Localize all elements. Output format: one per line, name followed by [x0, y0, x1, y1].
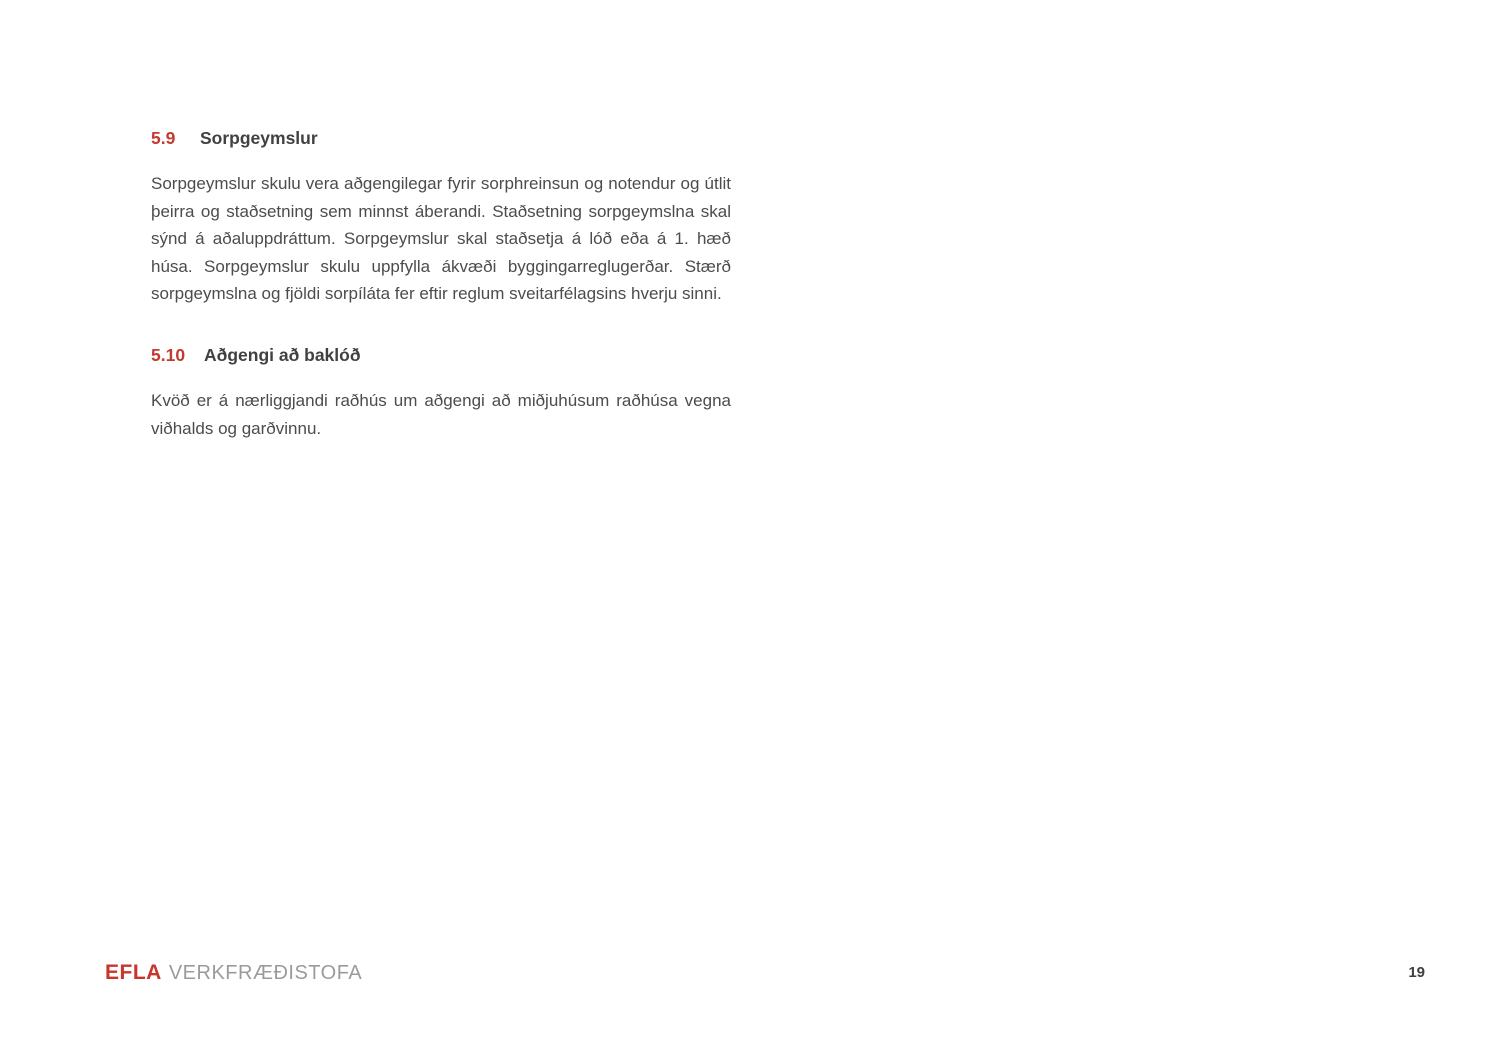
- efla-logo: [105, 961, 362, 985]
- section-heading-5-10: [151, 345, 731, 366]
- logo-secondary-text: VERKFRÆÐISTOFA: [168, 962, 363, 984]
- section-spacer: [151, 308, 731, 345]
- page-content: [151, 128, 731, 442]
- section-number: 5.9: [151, 128, 176, 148]
- section-paragraph: Sorpgeymslur skulu vera aðgengilegar fyrir sorphreinsun og notendur og útlit þeirra og staðsetning sem minnst áberandi. Staðsetning sorpgeymslna skal sýnd á aðaluppdráttum. Sorpgeymslur skal staðsetja á lóð eða á 1. hæð húsa. Sorpgeymslur skulu uppfylla ákvæði byggingarreglugerðar. Stærð sorpgeymslna og fjöldi sorpíláta fer eftir reglum sveitarfélagsins hverju sinni.: [151, 174, 731, 304]
- section-title: Sorpgeymslur: [200, 128, 318, 148]
- section-title: Aðgengi að baklóð: [204, 344, 361, 365]
- page-number: 19: [1408, 964, 1425, 981]
- section-paragraph: Kvöð er á nærliggjandi raðhús um aðgengi að miðjuhúsum raðhúsa vegna viðhalds og garðvinnu.: [151, 390, 731, 438]
- logo-primary-text: EFLA: [105, 961, 162, 984]
- section-number: 5.10: [151, 344, 186, 365]
- section-heading-5-9: [151, 128, 731, 149]
